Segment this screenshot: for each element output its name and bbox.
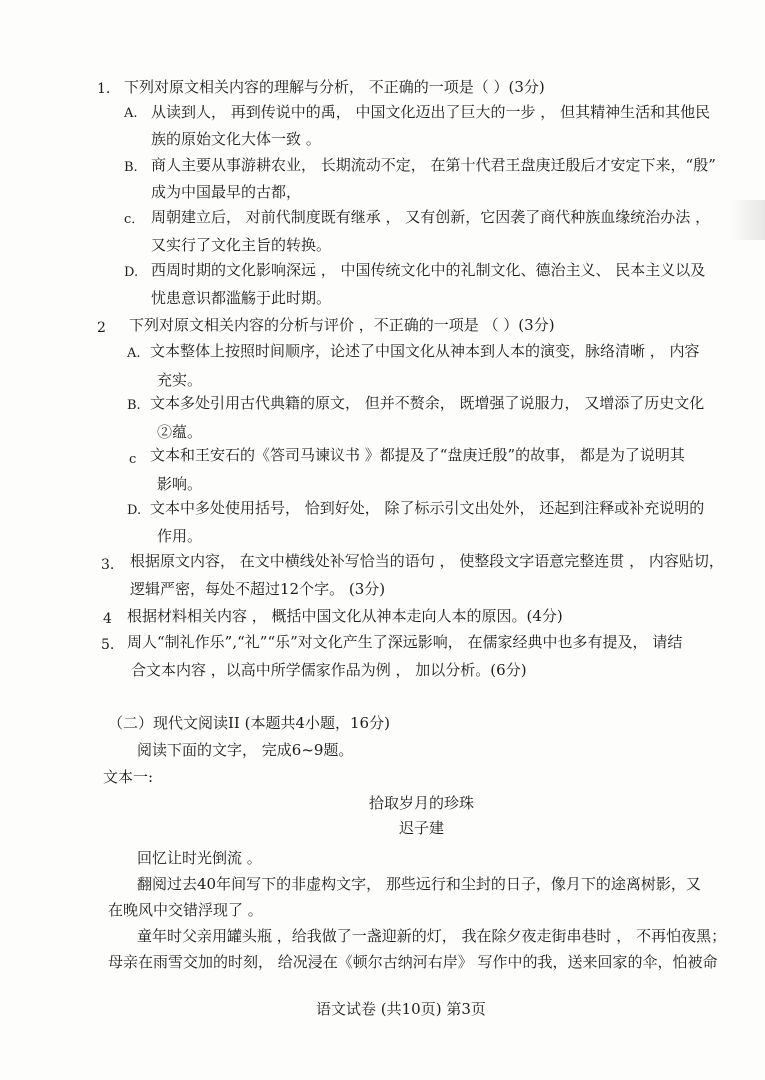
q1-option-d-line1: 西周时期的文化影响深远 ， 中国传统文化中的礼制文化、德治主义、 民本主义以及 <box>151 261 706 279</box>
q1-option-d-letter: D. <box>124 265 139 280</box>
q5-line2: 合文本内容 ，以高中所学儒家作品为例 ， 加以分析。(6分) <box>131 661 527 679</box>
q2-option-b-letter: B. <box>127 398 141 413</box>
q1-option-c-line1: 周朝建立后， 对前代制度既有继承 ， 又有创新，它因袭了商代种族血缘统治办法 ， <box>151 208 711 226</box>
q1-option-c-line2: 又实行了文化主旨的转换。 <box>151 236 332 254</box>
q1-number: 1. <box>97 81 111 97</box>
q2-option-c-line2: 影响。 <box>157 475 203 493</box>
q2-option-b-line1: 文本多处引用古代典籍的原文， 但并不赘余， 既增强了说服力， 又增添了历史文化 <box>150 394 705 412</box>
paragraph-3-line1: 童年时父亲用罐头瓶 ，给我做了一盏迎新的灯， 我在除夕夜走街串巷时 ， 不再怕夜黑； <box>137 927 727 945</box>
q2-option-a-line1: 文本整体上按照时间顺序，论述了中国文化从神本到人本的演变，脉络清晰 ， 内容 <box>150 342 700 360</box>
paragraph-3-line2: 母亲在雨雪交加的时刻， 给况浸在《顿尔古纳河右岸》 写作中的我，送来回家的伞，怕被命 <box>108 953 718 971</box>
article-author: 迟子建 <box>399 819 445 837</box>
q2-option-d-letter: D. <box>127 503 142 518</box>
q1-stem: 下列对原文相关内容的理解与分析， 不正确的一项是（ ）(3分) <box>124 78 545 96</box>
paragraph-2-line1: 翻阅过去40年间写下的非虚构文字， 那些远行和尘封的日子，像月下的途离树影，又 <box>137 875 701 893</box>
q2-option-a-letter: A. <box>127 346 141 361</box>
q1-option-b-letter: B. <box>124 160 138 175</box>
paragraph-1: 回忆让时光倒流 。 <box>137 849 262 867</box>
q5-number: 5. <box>101 637 115 653</box>
q3-line2: 逻辑严密，每处不超过12个字。 (3分) <box>130 580 386 598</box>
q2-option-c-letter: c <box>129 452 137 467</box>
q2-option-c-line1: 文本和王安石的《答司马谏议书 》都提及了“盘庚迁殷”的故事， 都是为了说明其 <box>150 446 685 464</box>
text-label: 文本一: <box>103 768 154 786</box>
q1-option-b-line1: 商人主要从事游耕农业， 长期流动不定， 在第十代君王盘庚迁殷后才安定下来，“殷” <box>151 156 716 174</box>
scan-edge-shadow <box>729 200 765 240</box>
q2-option-d-line1: 文本中多处使用括号， 恰到好处， 除了标示引文出处外， 还起到注释或补充说明的 <box>150 499 705 517</box>
q2-stem: 下列对原文相关内容的分析与评价 ，不正确的一项是 （ ）(3分) <box>129 316 555 334</box>
q2-option-a-line2: 充实。 <box>157 371 203 389</box>
q1-option-a-line1: 从读到人， 再到传说中的禹， 中国文化迈出了巨大的一步 ， 但其精神生活和其他民 <box>151 103 711 121</box>
q3-line1: 根据原文内容， 在文中横线处补写恰当的语句 ， 使整段文字语意完整连贯 ， 内容贴切， <box>130 552 724 570</box>
q1-option-c-letter: c． <box>124 212 145 227</box>
q1-option-a-letter: A. <box>124 106 138 121</box>
q1-option-d-line2: 忧患意识都滥觞于此时期。 <box>151 289 332 307</box>
q2-number: 2 <box>97 320 106 336</box>
q1-option-a-line2: 族的原始文化大体一致 。 <box>151 130 321 148</box>
section-heading: （二）现代文阅读ⅠⅠ (本题共4小题，16分) <box>108 714 390 732</box>
q4-number: 4 <box>103 611 112 627</box>
q1-option-b-line2: 成为中国最早的古都， <box>151 183 302 201</box>
section-instruction: 阅读下面的文字， 完成6~9题。 <box>137 741 354 759</box>
article-title: 拾取岁月的珍珠 <box>369 794 475 812</box>
page-footer: 语文试卷 (共10页) 第3页 <box>316 1000 486 1018</box>
q4-line1: 根据材料相关内容 ， 概括中国文化从神本走向人本的原因。(4分) <box>127 607 563 625</box>
q3-number: 3. <box>101 557 115 573</box>
q2-option-b-line2: ②蕴。 <box>157 423 203 441</box>
q2-option-d-line2: 作用。 <box>157 527 203 545</box>
q5-line1: 周人“制礼作乐”,“礼”“乐”对文化产生了深远影响， 在儒家经典中也多有提及， 请结 <box>127 633 683 651</box>
paragraph-2-line2: 在晚风中交错浮现了 。 <box>108 901 263 919</box>
